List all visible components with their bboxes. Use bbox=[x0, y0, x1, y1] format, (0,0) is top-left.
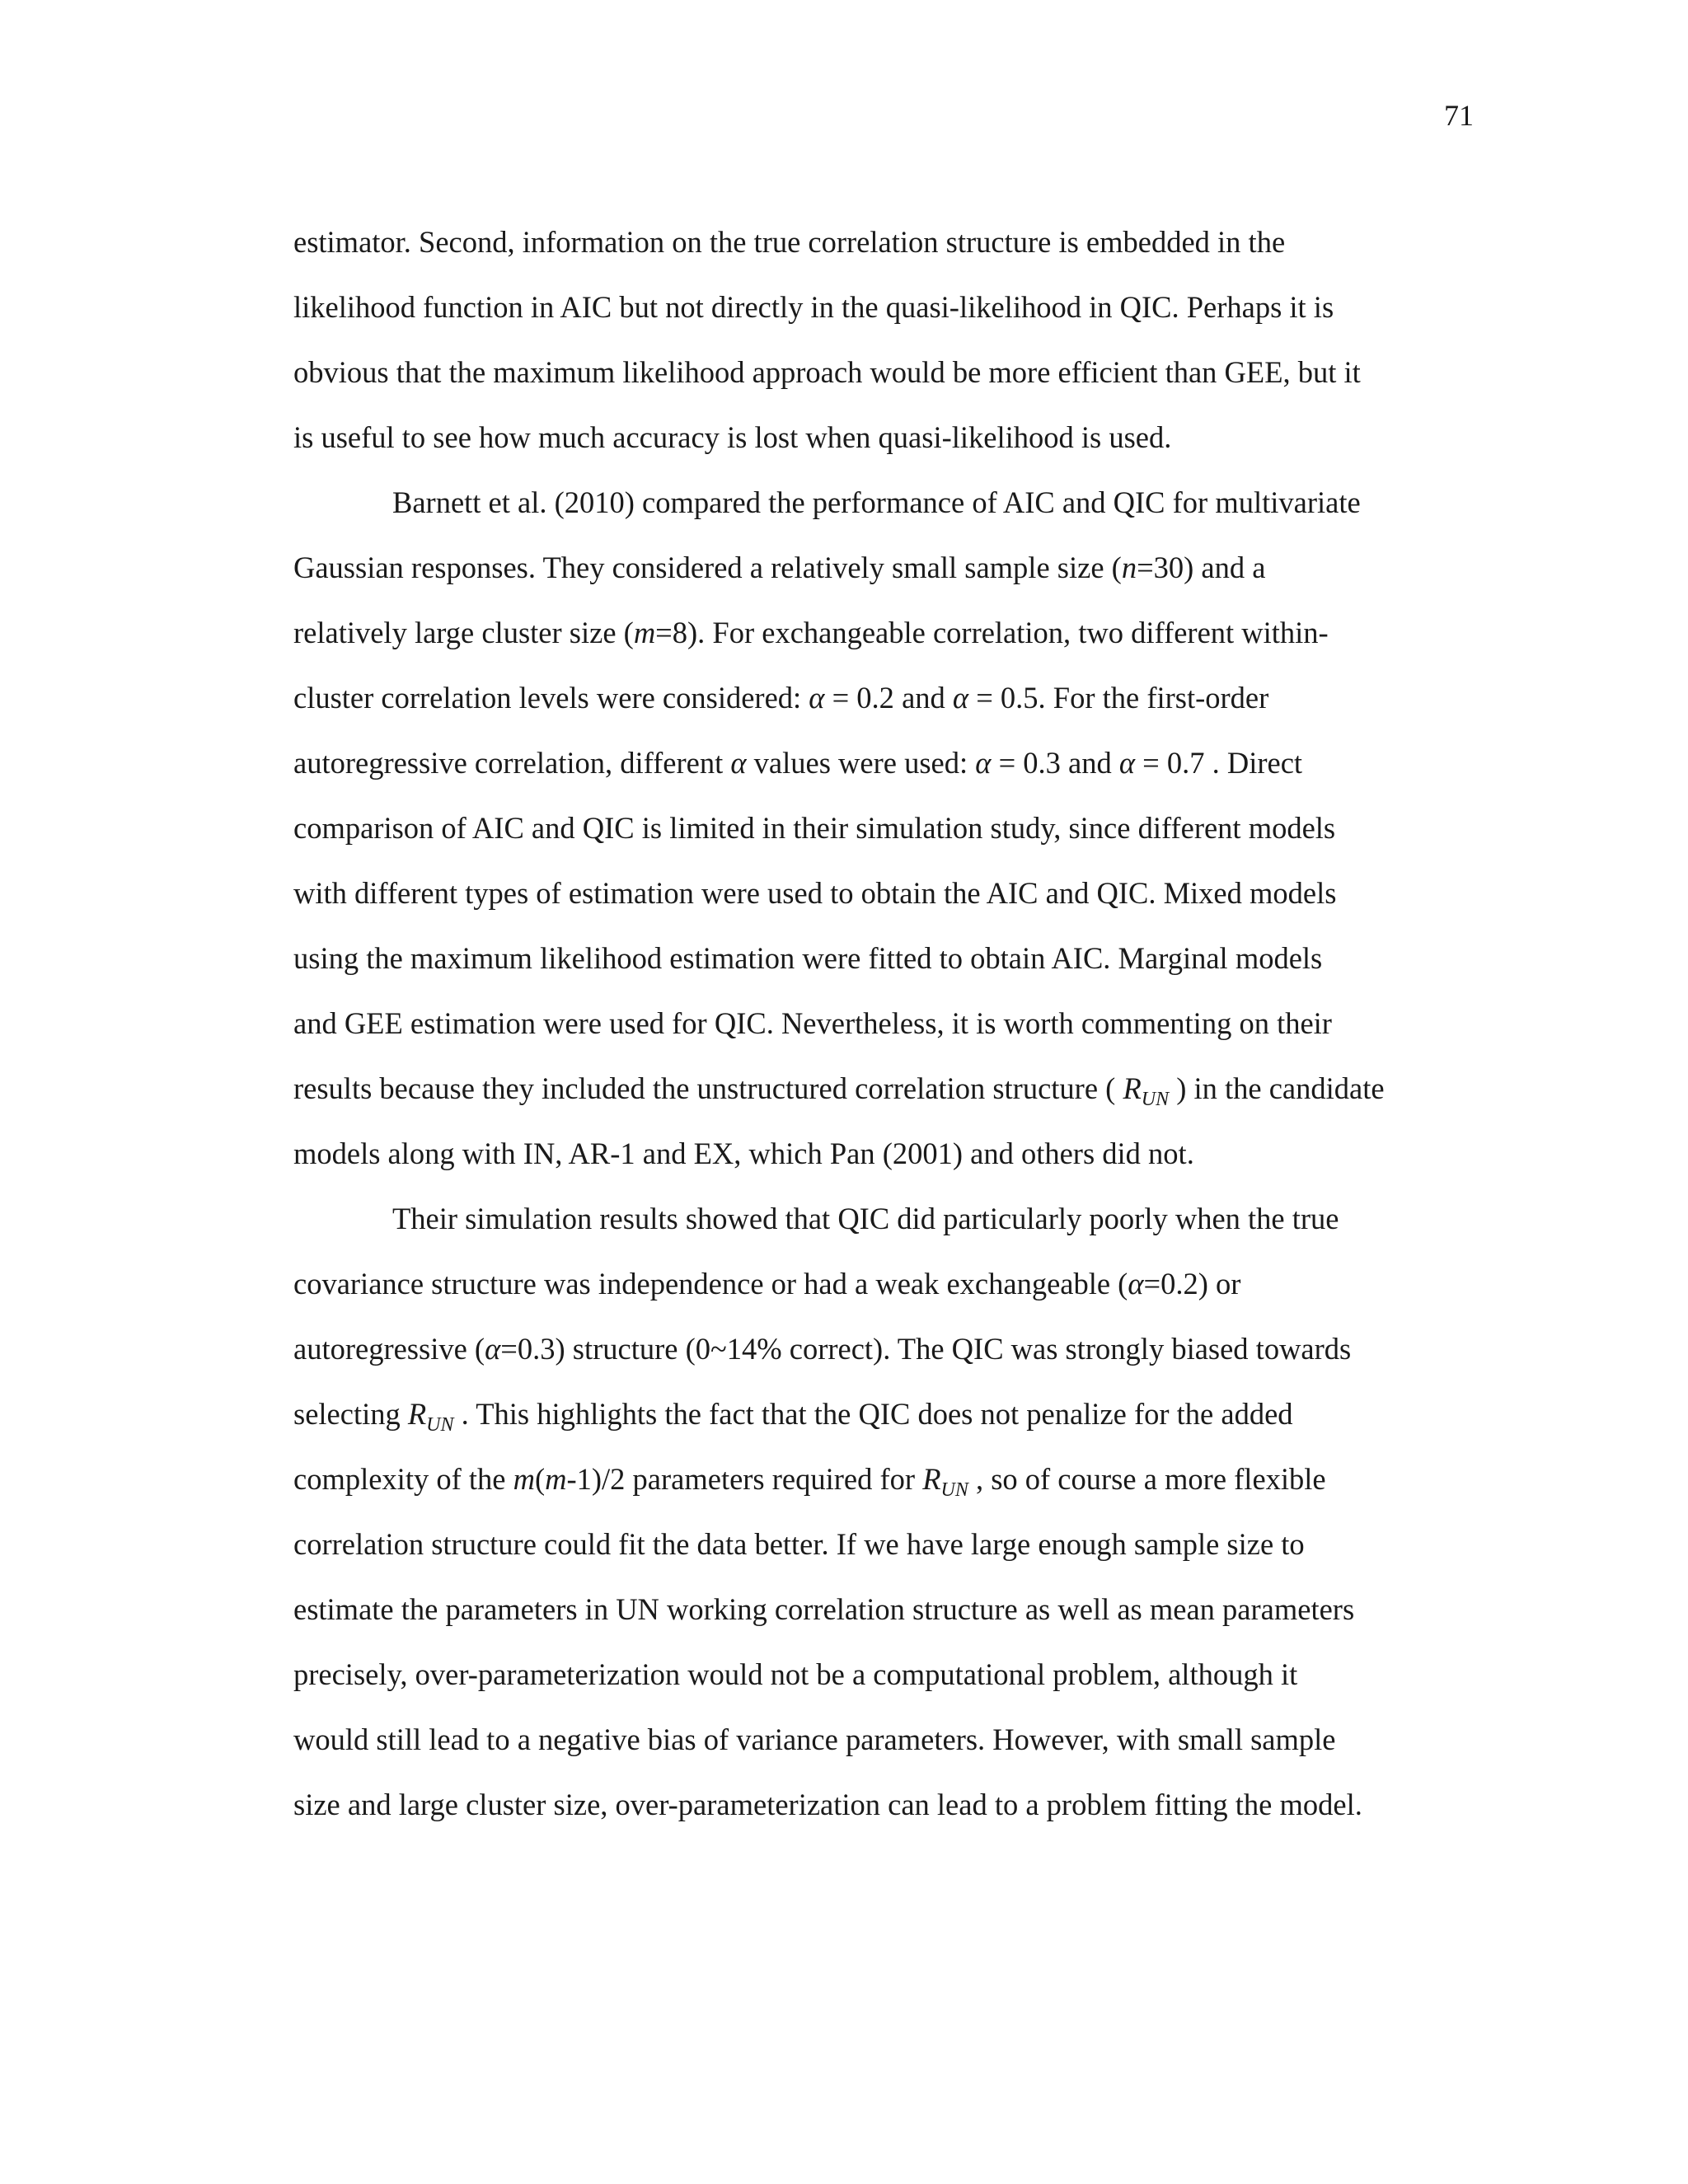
text-line: relatively large cluster size (m=8). For exchangeable correlation, two different within- bbox=[293, 616, 1329, 649]
text-line: Gaussian responses. They considered a relatively small sample size (n=30) and a bbox=[293, 551, 1266, 584]
text-line: Barnett et al. (2010) compared the performance of AIC and QIC for multivariate bbox=[392, 485, 1361, 519]
text-line: with different types of estimation were used to obtain the AIC and QIC. Mixed models bbox=[293, 876, 1337, 910]
text-line: precisely, over-parameterization would not be a computational problem, although it bbox=[293, 1657, 1298, 1691]
text-line: likelihood function in AIC but not directly in the quasi-likelihood in QIC. Perhaps it is bbox=[293, 290, 1334, 324]
text-line: cluster correlation levels were considered: α = 0.2 and α = 0.5. For the first-order bbox=[293, 681, 1269, 715]
text-line: models along with IN, AR-1 and EX, which Pan (2001) and others did not. bbox=[293, 1137, 1194, 1170]
text-line: comparison of AIC and QIC is limited in their simulation study, since different models bbox=[293, 811, 1336, 845]
text-line: obvious that the maximum likelihood approach would be more efficient than GEE, but it bbox=[293, 355, 1361, 389]
text-line: Their simulation results showed that QIC did particularly poorly when the true bbox=[392, 1202, 1339, 1235]
text-line: results because they included the unstructured correlation structure ( $R_{UN}$ ) in the candidate bbox=[293, 1071, 1385, 1110]
text-line: autoregressive (α=0.3) structure (0~14% correct). The QIC was strongly biased towards bbox=[293, 1332, 1352, 1366]
text-line: complexity of the m(m-1)/2 parameters required for $R_{UN}$ , so of course a more flexible bbox=[293, 1462, 1326, 1501]
text-line: size and large cluster size, over-parameterization can lead to a problem fitting the model. bbox=[293, 1788, 1362, 1821]
text-line: autoregressive correlation, different α values were used: α = 0.3 and α = 0.7 . Direct bbox=[293, 746, 1303, 780]
text-line: is useful to see how much accuracy is lost when quasi-likelihood is used. bbox=[293, 420, 1172, 454]
text-line: estimator. Second, information on the true correlation structure is embedded in the bbox=[293, 225, 1286, 259]
body-text bbox=[293, 209, 1480, 1837]
page-number: 71 bbox=[1444, 99, 1474, 132]
text-line: covariance structure was independence or had a weak exchangeable (α=0.2) or bbox=[293, 1267, 1241, 1301]
text-line: correlation structure could fit the data better. If we have large enough sample size to bbox=[293, 1527, 1305, 1561]
text-line: using the maximum likelihood estimation were fitted to obtain AIC. Marginal models bbox=[293, 941, 1323, 975]
text-line: and GEE estimation were used for QIC. Nevertheless, it is worth commenting on their bbox=[293, 1006, 1332, 1040]
text-line: would still lead to a negative bias of variance parameters. However, with small sample bbox=[293, 1722, 1336, 1756]
text-line: selecting $R_{UN}$ . This highlights the fact that the QIC does not penalize for the added bbox=[293, 1397, 1293, 1436]
text-line: estimate the parameters in UN working correlation structure as well as mean parameters bbox=[293, 1592, 1355, 1626]
